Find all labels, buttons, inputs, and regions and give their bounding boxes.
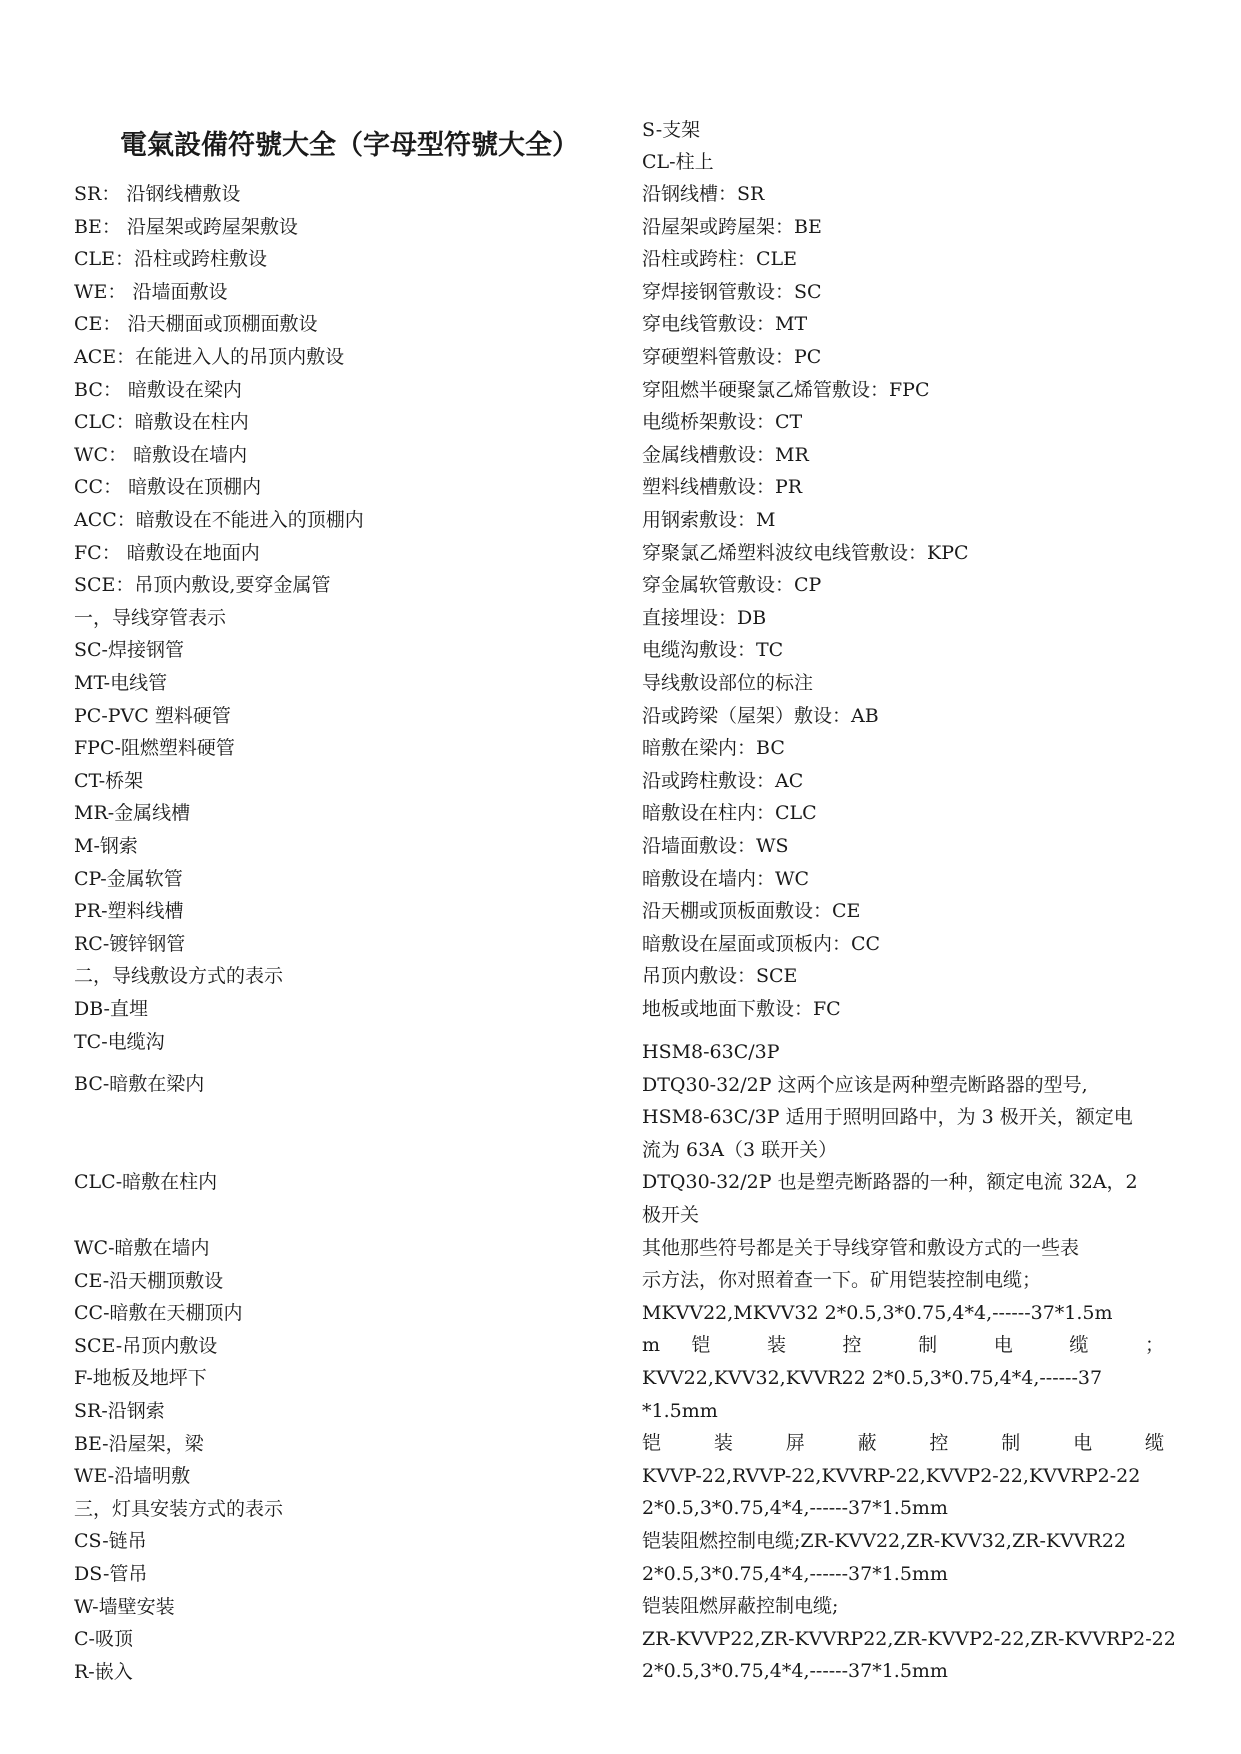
left-line: WE： 沿墙面敷设: [74, 280, 228, 303]
right-line: MKVV22,MKVV32 2*0.5,3*0.75,4*4,------37*1.5m: [642, 1301, 1113, 1324]
left-line: CP-金属软管: [74, 867, 183, 890]
right-line: 极开关: [642, 1204, 700, 1226]
left-line: DB-直埋: [74, 998, 148, 1020]
right-line: KVV22,KVV32,KVVR22 2*0.5,3*0.75,4*4,------37: [642, 1367, 1103, 1389]
right-line: 沿或跨梁（屋架）敷设：AB: [642, 704, 879, 727]
left-line: WC： 暗敷设在墙内: [74, 443, 248, 466]
right-line: CL-柱上: [642, 151, 714, 173]
right-line: 其他那些符号都是关于导线穿管和敷设方式的一些表: [642, 1236, 1080, 1259]
right-line: 2*0.5,3*0.75,4*4,------37*1.5mm: [642, 1660, 948, 1683]
page-title: 電氣設備符號大全（字母型符號大全）: [120, 130, 579, 161]
right-line: 2*0.5,3*0.75,4*4,------37*1.5mm: [642, 1562, 948, 1585]
left-line: CLC：暗敷设在柱内: [74, 411, 249, 434]
left-line: WC-暗敷在墙内: [74, 1237, 210, 1259]
right-line: 铠装阻燃控制电缆;ZR-KVV22,ZR-KVV32,ZR-KVVR22: [642, 1530, 1127, 1552]
right-line: DTQ30-32/2P 也是塑壳断路器的一种，额定电流 32A，2: [642, 1171, 1138, 1194]
left-line: PR-塑料线槽: [74, 900, 184, 923]
left-line: CC： 暗敷设在顶棚内: [74, 476, 262, 499]
right-line: HSM8-63C/3P 适用于照明回路中，为 3 极开关，额定电: [642, 1106, 1133, 1129]
right-line: S-支架: [642, 119, 701, 141]
right-line: 直接埋设：DB: [642, 606, 767, 629]
right-line: KVVP-22,RVVP-22,KVVRP-22,KVVP2-22,KVVRP2-22: [642, 1464, 1141, 1487]
right-line: m 铠 装 控 制 电 缆 ；: [642, 1334, 1164, 1357]
left-line: CE： 沿天棚面或顶棚面敷设: [74, 313, 318, 336]
right-line: 暗敷设在屋面或顶板内：CC: [642, 932, 881, 955]
left-line: 一，导线穿管表示: [74, 606, 227, 629]
left-line: SC-焊接钢管: [74, 639, 184, 662]
right-line: 电缆沟敷设：TC: [642, 639, 784, 662]
right-line: HSM8-63C/3P: [642, 1041, 780, 1063]
right-line: 穿金属软管敷设：CP: [642, 574, 822, 597]
right-line: 吊顶内敷设：SCE: [642, 965, 798, 988]
right-line: 暗敷设在墙内：WC: [642, 867, 810, 890]
right-line: 塑料线槽敷设：PR: [642, 476, 803, 499]
right-line: 沿屋架或跨屋架：BE: [642, 215, 822, 238]
right-line: 沿墙面敷设：WS: [642, 835, 789, 857]
left-line: ACC：暗敷设在不能进入的顶棚内: [74, 509, 364, 531]
left-line: SR： 沿钢线槽敷设: [74, 183, 241, 205]
right-line: 铠装阻燃屏蔽控制电缆;: [642, 1595, 839, 1618]
right-line: 暗敷设在柱内：CLC: [642, 802, 817, 825]
left-line: PC-PVC 塑料硬管: [74, 704, 231, 727]
right-line: 沿柱或跨柱：CLE: [642, 248, 798, 271]
right-line: 暗敷在梁内：BC: [642, 737, 785, 760]
right-line: 地板或地面下敷设：FC: [642, 998, 841, 1020]
right-line: 沿天棚或顶板面敷设：CE: [642, 900, 861, 923]
left-line: R-嵌入: [74, 1660, 133, 1683]
right-line: 流为 63A（3 联开关）: [642, 1138, 838, 1161]
right-line: 示方法，你对照着查一下。矿用铠装控制电缆；: [642, 1269, 1042, 1292]
right-line: 穿硬塑料管敷设：PC: [642, 346, 822, 368]
left-line: W-墙壁安装: [74, 1595, 175, 1618]
left-line: RC-镀锌钢管: [74, 932, 186, 955]
right-line: 导线敷设部位的标注: [642, 672, 814, 694]
left-line: BE-沿屋架，梁: [74, 1432, 204, 1455]
left-line: M-钢索: [74, 835, 138, 857]
left-line: BC： 暗敷设在梁内: [74, 378, 242, 401]
left-line: F-地板及地坪下: [74, 1367, 207, 1390]
left-line: BC-暗敷在梁内: [74, 1073, 205, 1095]
left-line: CLE：沿柱或跨柱敷设: [74, 248, 268, 271]
left-line: FPC-阻燃塑料硬管: [74, 737, 235, 760]
left-line: CLC-暗敷在柱内: [74, 1171, 218, 1193]
left-line: C-吸顶: [74, 1628, 133, 1651]
left-line: MR-金属线槽: [74, 802, 191, 825]
left-line: SR-沿钢索: [74, 1400, 165, 1422]
left-line: SCE：吊顶内敷设,要穿金属管: [74, 574, 331, 597]
left-line: BE： 沿屋架或跨屋架敷设: [74, 215, 298, 238]
left-line: ACE：在能进入人的吊顶内敷设: [74, 346, 345, 368]
left-line: CS-链吊: [74, 1530, 147, 1553]
left-line: SCE-吊顶内敷设: [74, 1334, 218, 1357]
right-line: 穿聚氯乙烯塑料波纹电线管敷设：KPC: [642, 541, 969, 564]
right-line: 沿钢线槽：SR: [642, 183, 765, 205]
left-line: 二，导线敷设方式的表示: [74, 965, 284, 988]
right-line: *1.5mm: [642, 1399, 718, 1422]
right-line: DTQ30-32/2P 这两个应该是两种塑壳断路器的型号,: [642, 1073, 1088, 1096]
left-line: CT-桥架: [74, 769, 144, 792]
right-line: 电缆桥架敷设：CT: [642, 411, 803, 434]
left-line: CC-暗敷在天棚顶内: [74, 1302, 243, 1325]
right-line: 穿焊接钢管敷设：SC: [642, 280, 822, 303]
left-line: MT-电线管: [74, 672, 168, 694]
right-line: 用钢索敷设：M: [642, 509, 776, 531]
right-line: ZR-KVVP22,ZR-KVVRP22,ZR-KVVP2-22,ZR-KVVRP2-22: [642, 1627, 1176, 1650]
left-line: CE-沿天棚顶敷设: [74, 1269, 224, 1292]
left-line: FC： 暗敷设在地面内: [74, 541, 260, 564]
right-line: 穿阻燃半硬聚氯乙烯管敷设：FPC: [642, 378, 930, 401]
right-line: 穿电线管敷设：MT: [642, 313, 808, 336]
right-line: 2*0.5,3*0.75,4*4,------37*1.5mm: [642, 1497, 948, 1520]
left-line: 三，灯具安装方式的表示: [74, 1497, 284, 1520]
left-line: DS-管吊: [74, 1563, 148, 1585]
right-line: 铠 装 屏 蔽 控 制 电 缆: [642, 1432, 1164, 1455]
left-line: TC-电缆沟: [74, 1030, 165, 1053]
right-line: 金属线槽敷设：MR: [642, 443, 809, 466]
right-line: 沿或跨柱敷设：AC: [642, 769, 804, 792]
left-line: WE-沿墙明敷: [74, 1465, 191, 1488]
